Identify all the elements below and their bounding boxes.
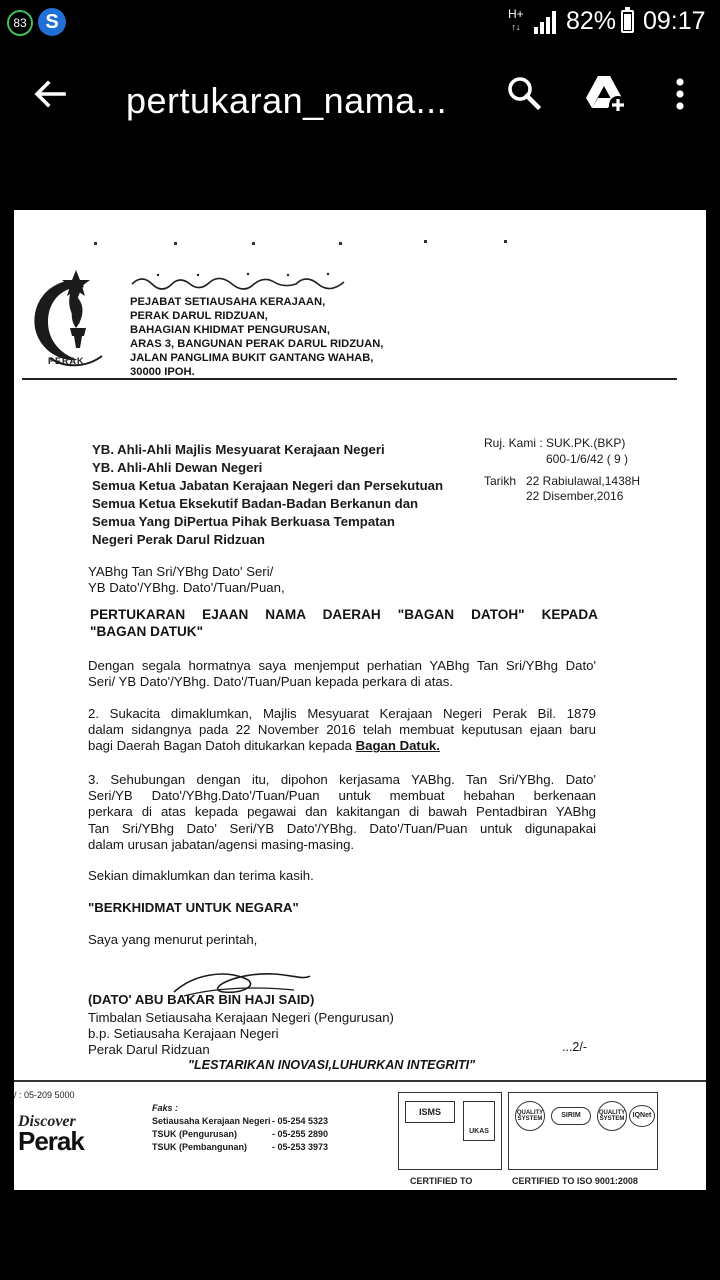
page-marker: ...2/- [562, 1040, 588, 1054]
paragraph-line: Tan Sri/YBhg Dato' Seri/YB Dato'/YBhg. Dato'/Tuan/Puan untuk digunapakai [88, 820, 596, 836]
app-bar [0, 44, 720, 144]
document-viewer[interactable] [0, 144, 720, 1280]
signoff-line: Saya yang menurut perintah, [88, 932, 258, 947]
document-page[interactable] [14, 210, 706, 1190]
quality-system-badge: QUALITY SYSTEM [515, 1101, 545, 1131]
fax-row [152, 1115, 332, 1128]
date-hijri: 22 Rabiulawal,1438H [526, 474, 641, 488]
address-line: ARAS 3, BANGUNAN PERAK DARUL RIDZUAN, [130, 338, 384, 350]
fax-name: TSUK (Pengurusan) [152, 1129, 238, 1139]
subject [90, 606, 598, 640]
discover-perak-logo [16, 1108, 122, 1154]
signatory-name [88, 992, 596, 1008]
network-arrows: ↑↓ [511, 22, 521, 32]
paragraph-text: bagi Daerah Bagan Datoh ditukarkan kepada [88, 738, 352, 754]
cert-label: CERTIFIED TO [410, 1176, 473, 1186]
address-line: 30000 IPOH. [130, 366, 195, 378]
motto-line: "BERKHIDMAT UNTUK NEGARA" [88, 900, 299, 915]
closing [88, 868, 596, 884]
fax-row [152, 1141, 332, 1154]
address-line: PERAK DARUL RIDZUAN, [130, 310, 268, 322]
fax-label: Faks : [152, 1103, 179, 1113]
fax-block [152, 1102, 332, 1154]
salutation-line: YABhg Tan Sri/YBhg Dato' Seri/ [88, 564, 274, 579]
cert-label: CERTIFIED TO ISO 9001:2008 [512, 1176, 638, 1186]
date-gregorian: 22 Disember,2016 [526, 489, 624, 503]
ref-value-2: 600-1/6/42 ( 9 ) [546, 452, 629, 466]
ukas-badge: UKAS [463, 1101, 495, 1141]
search-icon[interactable] [504, 74, 544, 114]
ref-value: SUK.PK.(BKP) [546, 436, 626, 450]
address-line: JALAN PANGLIMA BUKIT GANTANG WAHAB, [130, 352, 374, 364]
back-arrow-icon[interactable] [30, 74, 70, 114]
fax-name: Setiausaha Kerajaan Negeri [152, 1116, 271, 1126]
jawi-motto-icon [128, 270, 348, 290]
paragraph-line: 3. Sehubungan dengan itu, dipohon kerjasama YABhg. Tan Sri/YBhg. Dato' [88, 772, 596, 787]
document-title: pertukaran_nama... [126, 80, 448, 121]
battery-icon [621, 10, 634, 33]
address-line: BAHAGIAN KHIDMAT PENGURUSAN, [130, 324, 330, 336]
signatory-title-line: Timbalan Setiausaha Kerajaan Negeri (Pengurusan) [88, 1010, 394, 1025]
sirim-badge: SIRIM [551, 1107, 591, 1125]
subject-line: "BAGAN DATUK" [90, 624, 204, 639]
new-name-emphasis: Bagan Datuk. [355, 738, 440, 754]
signatory-title-line: Perak Darul Ridzuan [88, 1042, 210, 1058]
paragraph-2 [88, 706, 596, 755]
fax-name: TSUK (Pembangunan) [152, 1142, 248, 1152]
more-vert-icon[interactable] [664, 74, 696, 114]
iqnet-badge: IQNet [629, 1105, 655, 1127]
fax-number: - 05-255 2890 [272, 1129, 329, 1139]
scan-marks [14, 210, 706, 270]
signatory-title [88, 1010, 596, 1059]
address-line: PEJABAT SETIAUSAHA KERAJAAN, [130, 296, 326, 308]
signoff [88, 932, 596, 948]
battery-level-fill [624, 14, 631, 30]
network-indicator [508, 8, 524, 34]
paragraph-line: dalam urusan jabatan/agensi masing-masing. [88, 836, 355, 852]
paragraph-line: dalam sidangnya pada 22 November 2016 telah membuat keputusan ejaan baru [88, 722, 596, 738]
footer-motto: "LESTARIKAN INOVASI,LUHURKAN INTEGRITI" [188, 1058, 476, 1072]
battery-percent: 82% [566, 7, 617, 35]
notification-badge-icon: 83 [7, 10, 33, 36]
recipient-line: YB. Ahli-Ahli Dewan Negeri [92, 460, 263, 475]
ref-label: Ruj. Kami : [484, 436, 543, 450]
signatory-name-line: (DATO' ABU BAKAR BIN HAJI SAID) [88, 992, 315, 1007]
cert-box-iso [508, 1092, 658, 1170]
isms-badge: ISMS [405, 1101, 455, 1123]
salutation-line: YB Dato'/YBhg. Dato'/Tuan/Puan, [88, 580, 285, 596]
recipient-line: Semua Ketua Jabatan Kerajaan Negeri dan Persekutuan [92, 478, 444, 493]
s-app-icon: S [38, 8, 66, 36]
crest-label: PERAK [48, 356, 85, 366]
recipient-line: YB. Ahli-Ahli Majlis Mesyuarat Kerajaan Negeri [92, 442, 385, 457]
subject-line: PERTUKARAN EJAAN NAMA DAERAH "BAGAN DATOH" KEPADA [90, 607, 598, 622]
footer-phone: / : 05-209 5000 [14, 1090, 75, 1100]
paragraph-3 [88, 772, 596, 853]
paragraph-line: Seri/YB Dato'/YBhg.Dato'/Tuan/Puan untuk membuat hebahan berkenaan [88, 788, 596, 804]
status-bar [0, 0, 720, 44]
quality-system-badge: QUALITY SYSTEM [597, 1101, 627, 1131]
cert-box-isms [398, 1092, 502, 1170]
signal-icon [534, 10, 560, 34]
drive-add-icon[interactable] [584, 72, 628, 116]
recipient-line: Semua Yang DiPertua Pihak Berkuasa Tempatan [92, 514, 395, 529]
date-label: Tarikh [484, 474, 517, 488]
recipient-line: Semua Ketua Eksekutif Badan-Badan Berkanun dan [92, 496, 419, 511]
recipient-line: Negeri Perak Darul Ridzuan [92, 532, 265, 547]
footer-divider [14, 1080, 706, 1082]
network-type: H+ [508, 7, 524, 21]
paragraph-line: Seri/ YB Dato'/YBhg. Dato'/Tuan/Puan kepada perkara di atas. [88, 674, 453, 690]
salutation [88, 564, 596, 596]
paragraph-line [88, 738, 596, 754]
paragraph-1 [88, 658, 596, 690]
fax-row [152, 1128, 332, 1141]
signatory-title-line: b.p. Setiausaha Kerajaan Negeri [88, 1026, 279, 1042]
clock: 09:17 [643, 7, 706, 35]
svg-text:Discover: Discover [18, 1113, 76, 1130]
svg-text:Perak: Perak [18, 1126, 84, 1154]
closing-line: Sekian dimaklumkan dan terima kasih. [88, 868, 314, 883]
fax-number: - 05-254 5323 [272, 1116, 329, 1126]
fax-number: - 05-253 3973 [272, 1142, 329, 1152]
paragraph-line: Dengan segala hormatnya saya menjemput perhatian YABhg Tan Sri/YBhg Dato' [88, 658, 596, 673]
motto [88, 900, 596, 916]
header-divider [22, 378, 677, 380]
paragraph-line: 2. Sukacita dimaklumkan, Majlis Mesyuarat Kerajaan Negeri Perak Bil. 1879 [88, 706, 596, 721]
paragraph-line: perkara di atas kepada pegawai dan kakitangan di bawah Pentadbiran YABhg [88, 804, 596, 820]
